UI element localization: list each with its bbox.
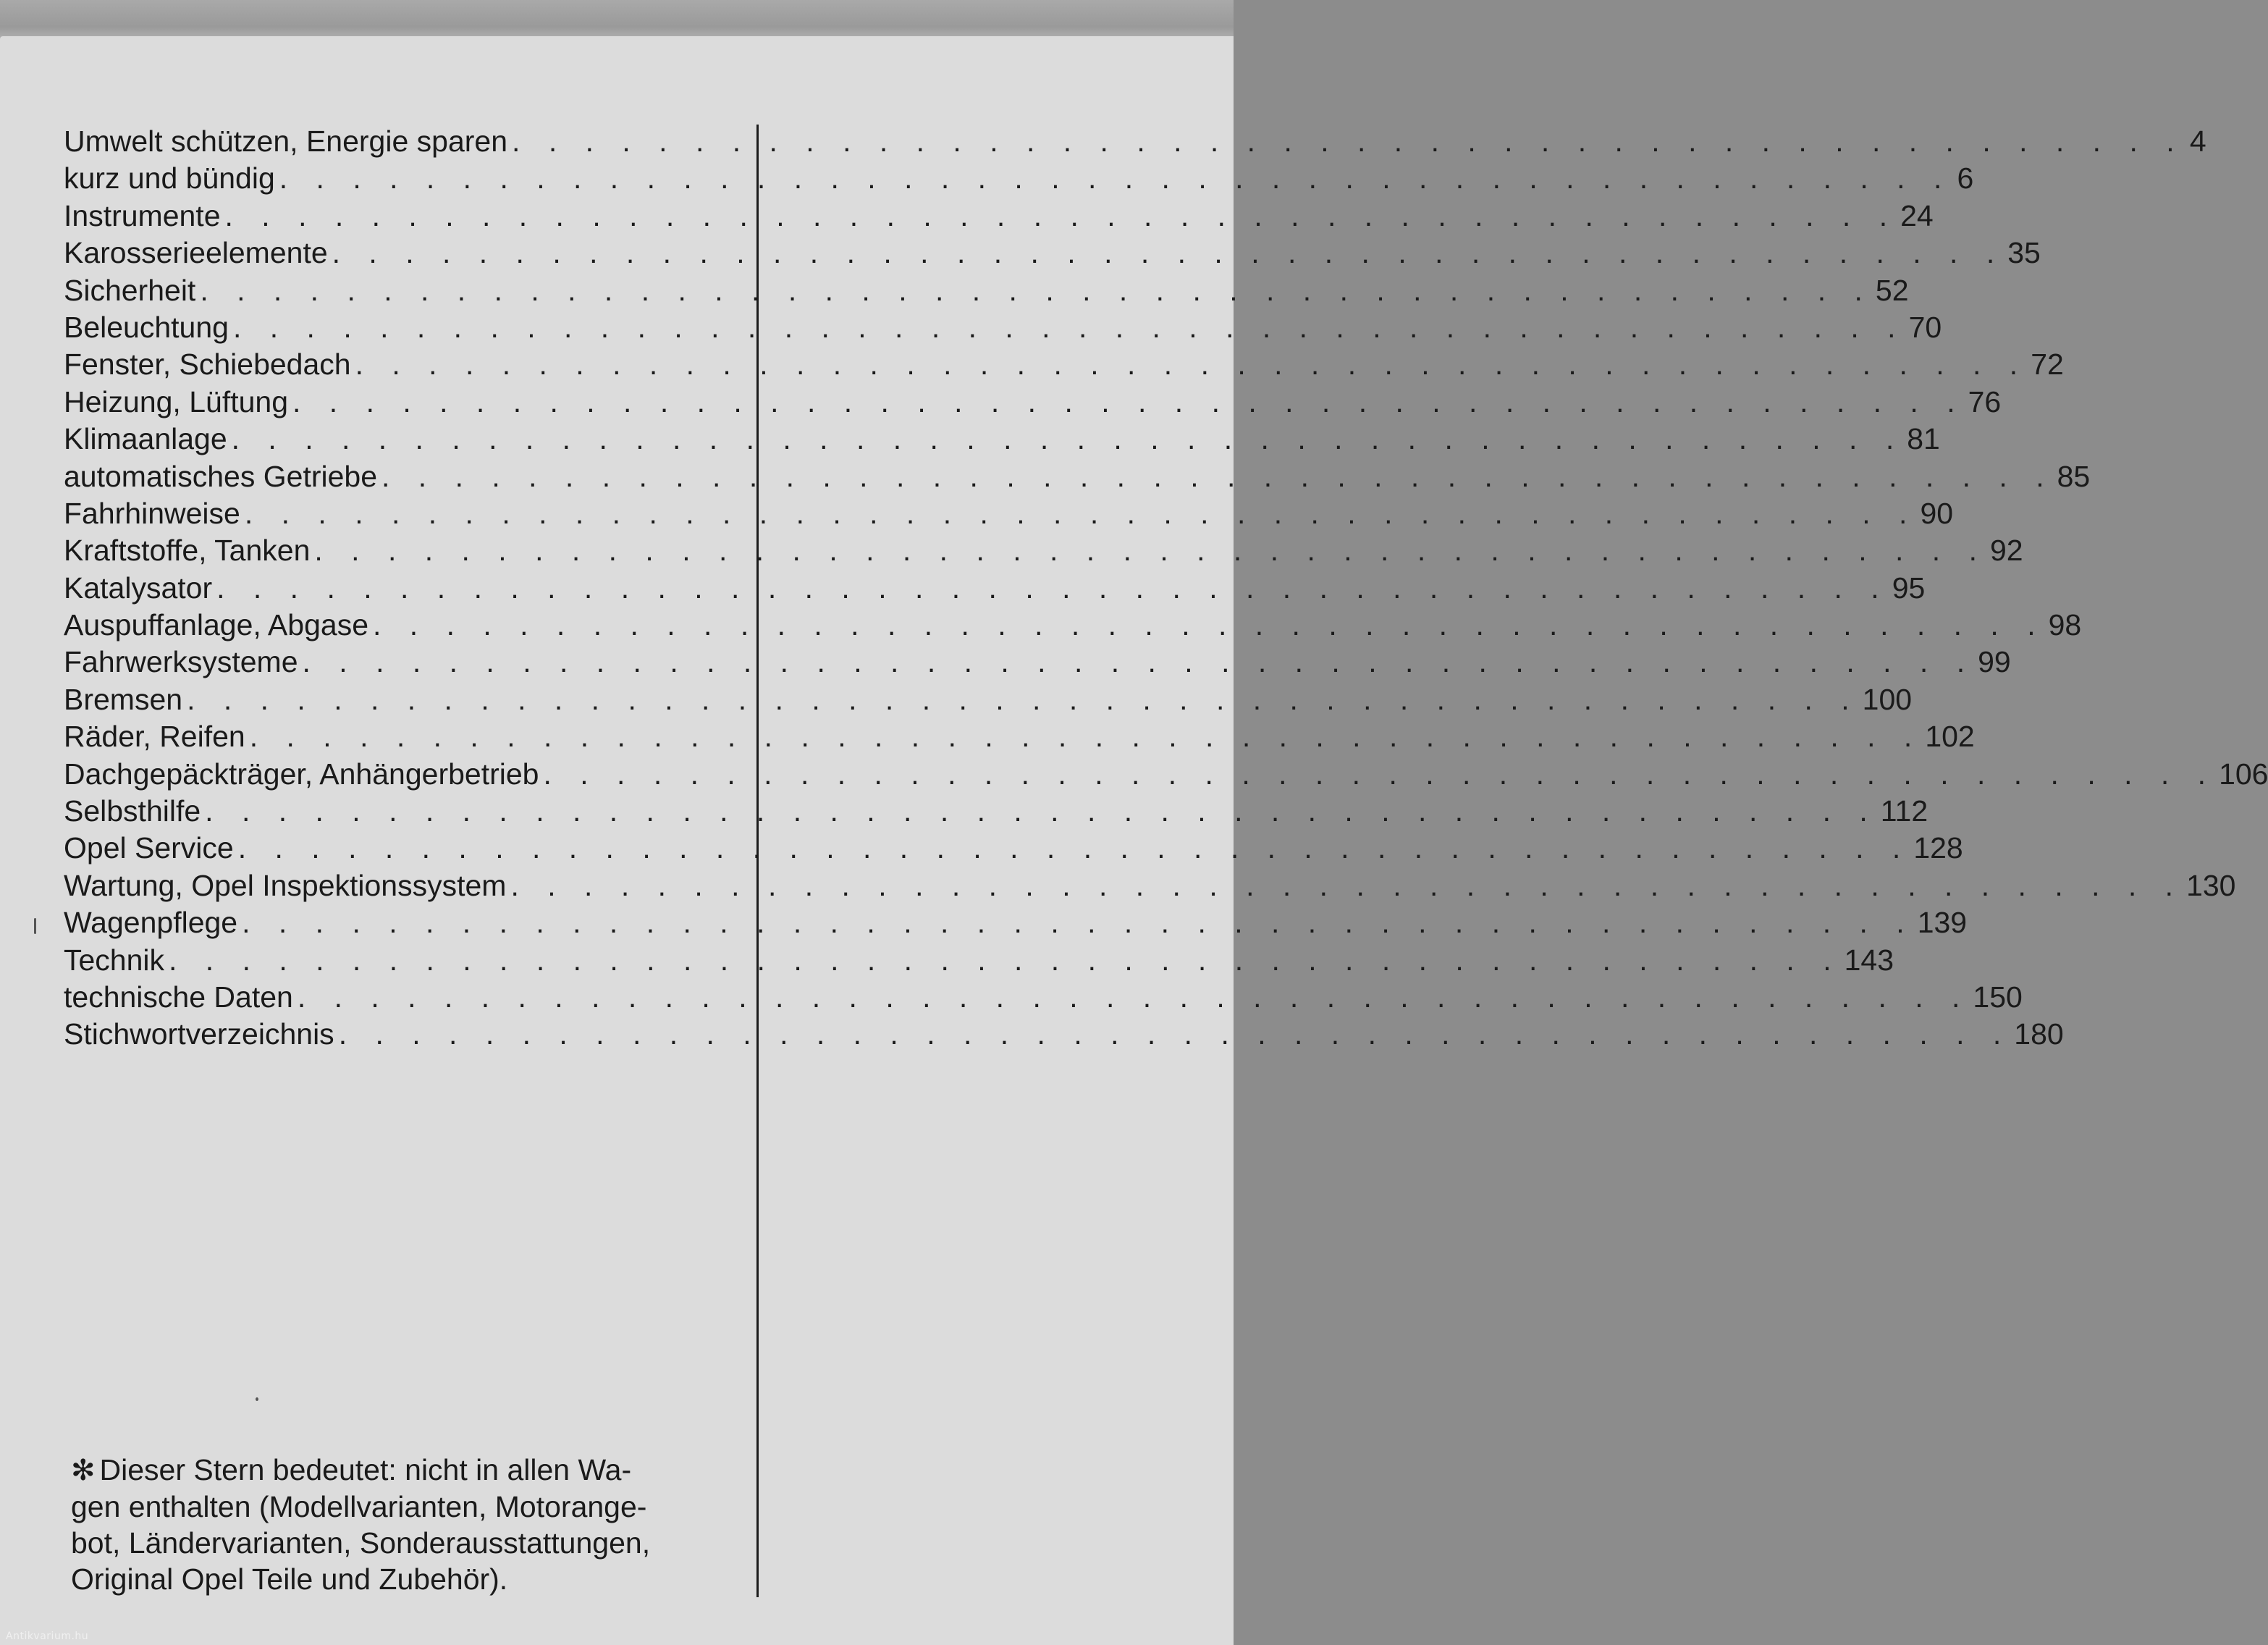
toc-entry — [64, 198, 1934, 235]
footnote-line-2: gen enthalten (Modellvarianten, Motorange- — [71, 1490, 647, 1523]
toc-entry-title: Kraftstoffe, Tanken — [64, 534, 311, 568]
toc-entry-page: 130 — [2186, 868, 2236, 902]
toc-entry-title: Opel Service — [64, 831, 234, 865]
toc-entry — [64, 421, 1940, 458]
toc-entry-page: 90 — [1920, 496, 1954, 530]
toc-entry-title: Auspuffanlage, Abgase — [64, 608, 368, 642]
footnote-line-3: bot, Ländervarianten, Sonderausstattungen, — [71, 1526, 651, 1560]
toc-entry-title: Heizung, Lüftung — [64, 384, 289, 418]
paper-speck — [256, 1397, 258, 1401]
toc-entry-title: Fahrwerksysteme — [64, 645, 298, 679]
toc-entry-page: 95 — [1892, 571, 1926, 605]
toc-entry — [64, 384, 2002, 421]
toc-entry-page: 100 — [1862, 682, 1913, 716]
toc-dot-leader: . . . . . . . . . . . . . . . . . . . . . . . . . . . . . . . . . . . . . . . . . . . . . . — [224, 198, 1898, 232]
toc-entry-title: technische Daten — [64, 980, 293, 1014]
toc-dot-leader: . . . . . . . . . . . . . . . . . . . . . . . . . . . . . . . . . . . . . . . . . . . . . . — [314, 534, 1987, 568]
toc-entry — [64, 346, 2064, 383]
toc-entry-page: 102 — [1925, 720, 1975, 754]
toc-entry — [64, 458, 2091, 495]
toc-entry-page: 98 — [2048, 608, 2082, 642]
toc-entry-page: 72 — [2031, 348, 2064, 382]
toc-entry — [64, 681, 1913, 718]
toc-entry — [64, 309, 1942, 346]
toc-entry-page: 70 — [1908, 310, 1942, 344]
toc-entry-title: Räder, Reifen — [64, 720, 245, 754]
toc-entry-title: Stichwortverzeichnis — [64, 1017, 334, 1051]
toc-entry-title: Klimaanlage — [64, 422, 227, 456]
paper-speck — [34, 918, 36, 934]
toc-entry-page: 92 — [1989, 534, 2023, 568]
toc-entry-title: Bremsen — [64, 682, 183, 716]
toc-entry-page: 52 — [1875, 273, 1909, 307]
toc-dot-leader: . . . . . . . . . . . . . . . . . . . . . . . . . . . . . . . . . . . . . . . . . . . . . . — [232, 310, 1906, 344]
toc-entry-page: 180 — [2014, 1017, 2064, 1051]
toc-entry — [64, 756, 2268, 793]
toc-entry — [64, 235, 2041, 272]
toc-entry-title: kurz und bündig — [64, 161, 275, 195]
toc-dot-leader: . . . . . . . . . . . . . . . . . . . . . . . . . . . . . . . . . . . . . . . . . . . . . . — [373, 608, 2046, 642]
toc-entry — [64, 979, 2023, 1016]
toc-entry-page: 106 — [2219, 757, 2268, 791]
toc-entry-title: Technik — [64, 943, 165, 977]
toc-entry-title: automatisches Getriebe — [64, 459, 378, 493]
toc-entry — [64, 570, 1926, 607]
toc-entry-page: 76 — [1968, 384, 2002, 418]
toc-entry — [64, 904, 1968, 941]
toc-dot-leader: . . . . . . . . . . . . . . . . . . . . . . . . . . . . . . . . . . . . . . . . . . . . . . — [216, 571, 1889, 605]
toc-entry — [64, 123, 2206, 160]
toc-entry-title: Sicherheit — [64, 273, 196, 307]
toc-entry-page: 143 — [1844, 943, 1894, 977]
toc-entry-title: Wartung, Opel Inspektionssystem — [64, 868, 507, 902]
toc-entry-page: 139 — [1917, 906, 1968, 940]
toc-entry — [64, 942, 1894, 979]
toc-entry-page: 99 — [1978, 645, 2011, 679]
toc-entry — [64, 495, 1954, 532]
toc-entry — [64, 793, 1928, 830]
toc-entry-title: Katalysator — [64, 571, 213, 605]
watermark: Antikvarium.hu — [6, 1631, 89, 1642]
toc-entry-title: Umwelt schützen, Energie sparen — [64, 125, 508, 158]
toc-entry-page: 24 — [1900, 198, 1934, 232]
toc-entry — [64, 1016, 2064, 1053]
toc-entry — [64, 607, 2082, 644]
toc-entry-page: 150 — [1973, 980, 2023, 1014]
toc-dot-leader: . . . . . . . . . . . . . . . . . . . . . . . . . . . . . . . . . . . . . . . . . . . . . . — [249, 720, 1923, 754]
toc-entry-title: Dachgepäckträger, Anhängerbetrieb — [64, 757, 539, 791]
toc-entry-page: 6 — [1957, 161, 1974, 195]
toc-entry — [64, 867, 2236, 904]
toc-entry-page: 128 — [1913, 831, 1963, 865]
toc-entry-title: Instrumente — [64, 198, 221, 232]
toc-dot-leader: . . . . . . . . . . . . . . . . . . . . . . . . . . . . . . . . . . . . . . . . . . . . . . — [200, 273, 1873, 307]
toc-dot-leader: . . . . . . . . . . . . . . . . . . . . . . . . . . . . . . . . . . . . . . . . . . . . . . — [242, 906, 1915, 940]
toc-dot-leader: . . . . . . . . . . . . . . . . . . . . . . . . . . . . . . . . . . . . . . . . . . . . . . — [510, 868, 2184, 902]
toc-entry-title: Beleuchtung — [64, 310, 229, 344]
toc-entry — [64, 160, 1974, 197]
toc-dot-leader: . . . . . . . . . . . . . . . . . . . . . . . . . . . . . . . . . . . . . . . . . . . . . . — [237, 831, 1911, 865]
toc-entry — [64, 718, 1975, 755]
toc-entry-title: Wagenpflege — [64, 906, 238, 940]
toc-entry-page: 4 — [2189, 125, 2206, 158]
toc-entry-page: 35 — [2007, 236, 2041, 270]
toc-dot-leader: . . . . . . . . . . . . . . . . . . . . . . . . . . . . . . . . . . . . . . . . . . . . . . — [292, 384, 1965, 418]
toc-dot-leader: . . . . . . . . . . . . . . . . . . . . . . . . . . . . . . . . . . . . . . . . . . . . . . — [355, 348, 2028, 382]
footnote-line-1: ✻ Dieser Stern bedeutet: nicht in allen Wa- — [71, 1452, 722, 1489]
toc-dot-leader: . . . . . . . . . . . . . . . . . . . . . . . . . . . . . . . . . . . . . . . . . . . . . . — [297, 980, 1970, 1014]
toc-dot-leader: . . . . . . . . . . . . . . . . . . . . . . . . . . . . . . . . . . . . . . . . . . . . . . — [187, 682, 1860, 716]
table-of-contents — [64, 123, 2268, 1053]
toc-entry-title: Fahrhinweise — [64, 496, 240, 530]
footnote — [71, 1452, 722, 1597]
toc-dot-leader: . . . . . . . . . . . . . . . . . . . . . . . . . . . . . . . . . . . . . . . . . . . . . . — [231, 422, 1905, 456]
toc-dot-leader: . . . . . . . . . . . . . . . . . . . . . . . . . . . . . . . . . . . . . . . . . . . . . . — [279, 161, 1952, 195]
toc-entry-title: Karosserieelemente — [64, 236, 328, 270]
toc-dot-leader: . . . . . . . . . . . . . . . . . . . . . . . . . . . . . . . . . . . . . . . . . . . . . . — [169, 943, 1842, 977]
footnote-line-4: Original Opel Teile und Zubehör). — [71, 1562, 508, 1596]
toc-dot-leader: . . . . . . . . . . . . . . . . . . . . . . . . . . . . . . . . . . . . . . . . . . . . . . — [338, 1017, 2012, 1051]
toc-entry-title: Fenster, Schiebedach — [64, 348, 351, 382]
toc-dot-leader: . . . . . . . . . . . . . . . . . . . . . . . . . . . . . . . . . . . . . . . . . . . . . . — [332, 236, 2005, 270]
toc-entry-page: 81 — [1907, 422, 1940, 456]
toc-entry-page: 85 — [2057, 459, 2091, 493]
toc-entry-title: Selbsthilfe — [64, 794, 201, 828]
toc-entry-page: 112 — [1880, 794, 1928, 828]
toc-entry — [64, 532, 2023, 569]
toc-dot-leader: . . . . . . . . . . . . . . . . . . . . . . . . . . . . . . . . . . . . . . . . . . . . . . — [543, 757, 2217, 791]
toc-entry — [64, 644, 2011, 681]
toc-dot-leader: . . . . . . . . . . . . . . . . . . . . . . . . . . . . . . . . . . . . . . . . . . . . . . — [512, 125, 2185, 158]
toc-dot-leader: . . . . . . . . . . . . . . . . . . . . . . . . . . . . . . . . . . . . . . . . . . . . . . — [302, 645, 1976, 679]
toc-entry — [64, 830, 1963, 867]
star-icon: ✻ — [71, 1455, 96, 1486]
toc-dot-leader: . . . . . . . . . . . . . . . . . . . . . . . . . . . . . . . . . . . . . . . . . . . . . . — [205, 794, 1878, 828]
toc-dot-leader: . . . . . . . . . . . . . . . . . . . . . . . . . . . . . . . . . . . . . . . . . . . . . . — [381, 459, 2054, 493]
toc-entry — [64, 272, 1909, 309]
toc-dot-leader: . . . . . . . . . . . . . . . . . . . . . . . . . . . . . . . . . . . . . . . . . . . . . . — [244, 496, 1918, 530]
